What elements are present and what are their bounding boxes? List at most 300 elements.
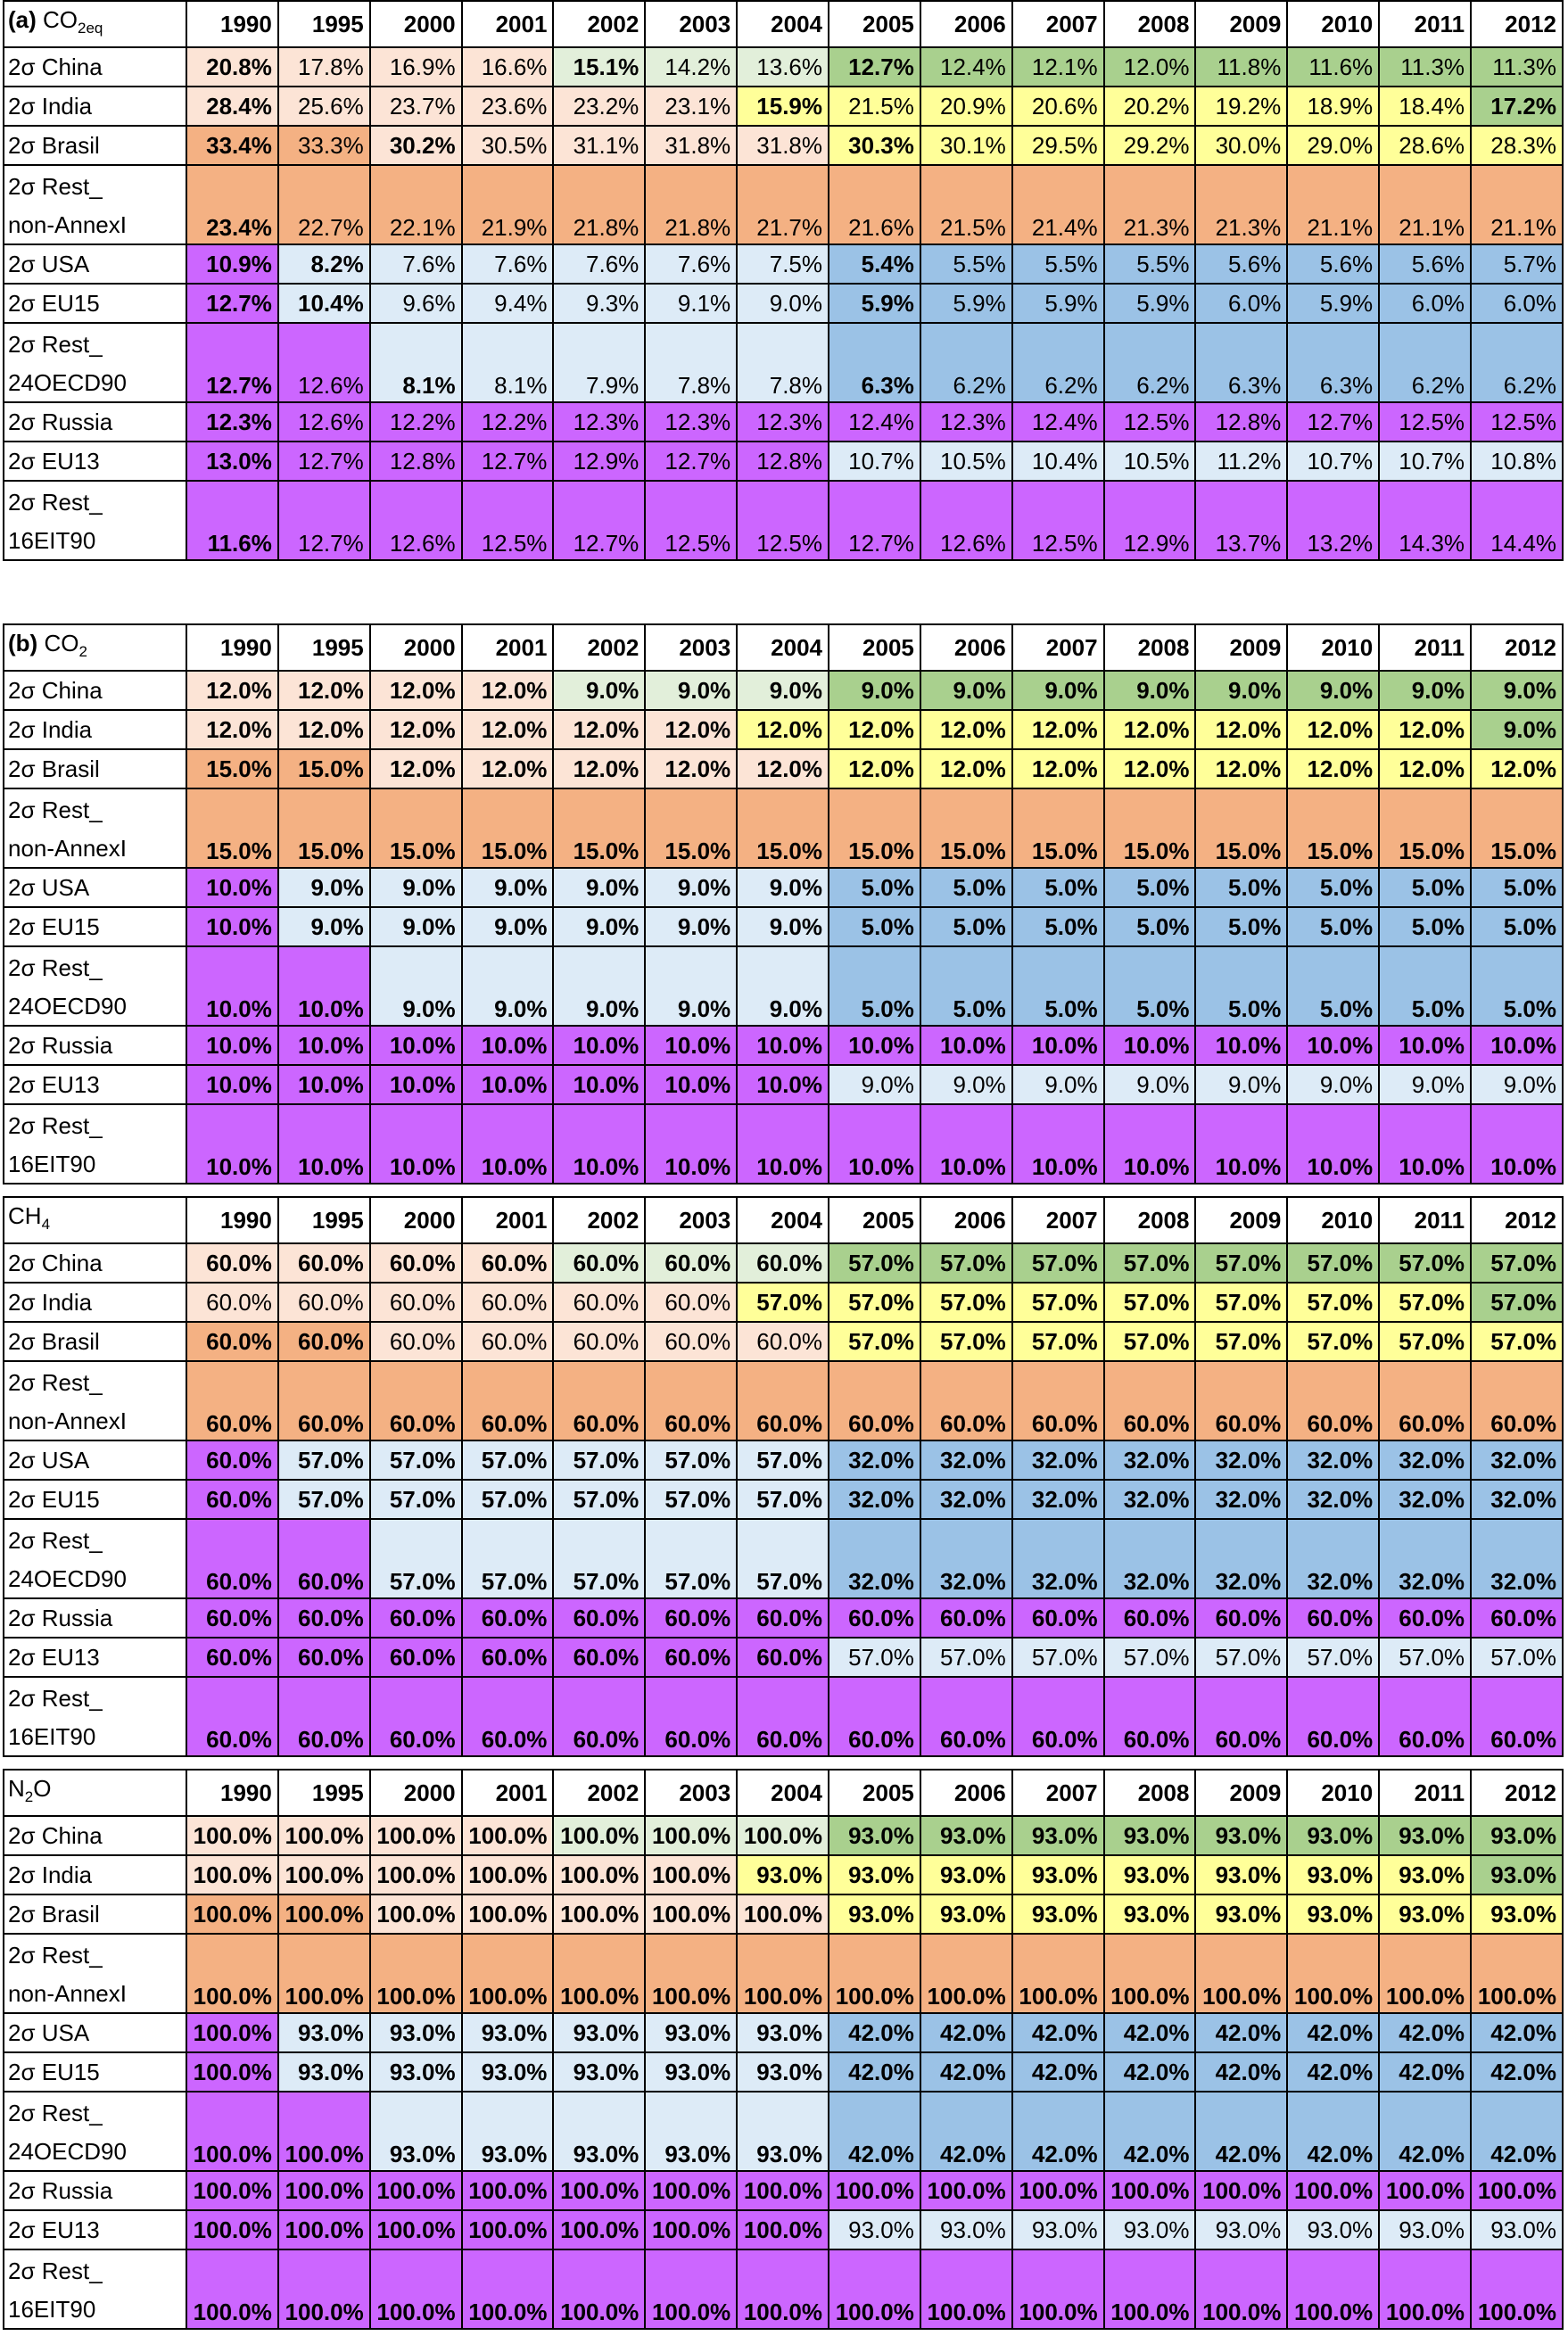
panel-label: (a): [8, 6, 37, 33]
value-cell: 100.0%: [462, 2171, 554, 2210]
header-row: [4, 624, 1563, 671]
value-cell: 21.3%: [1195, 165, 1287, 244]
value-cell: 60.0%: [1012, 1677, 1104, 1756]
value-cell: 7.6%: [370, 244, 462, 284]
value-cell: 23.4%: [186, 165, 278, 244]
value-cell: 12.0%: [1104, 47, 1196, 87]
value-cell: 12.0%: [1195, 710, 1287, 749]
year-header: 2011: [1379, 1, 1471, 47]
value-cell: 5.0%: [1379, 868, 1471, 907]
value-cell: 12.8%: [1195, 402, 1287, 442]
value-cell: 100.0%: [1104, 1934, 1196, 2013]
value-cell: 32.0%: [1012, 1440, 1104, 1480]
value-cell: 57.0%: [462, 1519, 554, 1598]
value-cell: 57.0%: [1012, 1283, 1104, 1322]
value-cell: 12.8%: [737, 442, 829, 481]
value-cell: 21.4%: [1012, 165, 1104, 244]
value-cell: 42.0%: [1104, 2013, 1196, 2052]
table-row: [4, 47, 1563, 87]
value-cell: 57.0%: [1287, 1638, 1379, 1677]
value-cell: 57.0%: [920, 1638, 1012, 1677]
value-cell: 57.0%: [278, 1480, 370, 1519]
value-cell: 5.0%: [920, 946, 1012, 1026]
value-cell: 93.0%: [1195, 2210, 1287, 2249]
year-header: 2007: [1012, 1, 1104, 47]
value-cell: 42.0%: [1287, 2092, 1379, 2171]
value-cell: 57.0%: [1471, 1638, 1563, 1677]
value-cell: 10.0%: [186, 868, 278, 907]
value-cell: 10.0%: [1379, 1026, 1471, 1065]
table-row: [4, 87, 1563, 126]
year-header: 2003: [645, 1, 737, 47]
row-label: [4, 788, 186, 868]
value-cell: 5.6%: [1195, 244, 1287, 284]
value-cell: 100.0%: [186, 1855, 278, 1894]
value-cell: 57.0%: [370, 1440, 462, 1480]
value-cell: 5.0%: [1104, 907, 1196, 946]
value-cell: 9.0%: [462, 946, 554, 1026]
year-header: 2011: [1379, 624, 1471, 671]
value-cell: 100.0%: [1471, 1934, 1563, 2013]
value-cell: 5.9%: [920, 284, 1012, 323]
value-cell: 42.0%: [1471, 2092, 1563, 2171]
value-cell: 42.0%: [1104, 2092, 1196, 2171]
value-cell: 12.7%: [829, 481, 920, 560]
value-cell: 93.0%: [737, 2052, 829, 2092]
value-cell: 30.3%: [829, 126, 920, 165]
value-cell: 29.0%: [1287, 126, 1379, 165]
value-cell: 5.0%: [1195, 868, 1287, 907]
year-header: 2012: [1471, 1197, 1563, 1243]
value-cell: 10.0%: [1379, 1104, 1471, 1184]
value-cell: 100.0%: [1104, 2171, 1196, 2210]
value-cell: 12.3%: [920, 402, 1012, 442]
value-cell: 17.8%: [278, 47, 370, 87]
table-row: [4, 1480, 1563, 1519]
value-cell: 10.0%: [1471, 1026, 1563, 1065]
value-cell: 93.0%: [737, 1855, 829, 1894]
year-header: 2003: [645, 1197, 737, 1243]
year-header: 2001: [462, 1, 554, 47]
value-cell: 100.0%: [278, 2171, 370, 2210]
value-cell: 32.0%: [920, 1440, 1012, 1480]
value-cell: 100.0%: [186, 2013, 278, 2052]
row-label-line2: non-AnnexI: [8, 835, 127, 863]
value-cell: 7.6%: [553, 244, 645, 284]
value-cell: 100.0%: [553, 2171, 645, 2210]
value-cell: 6.2%: [920, 323, 1012, 402]
value-cell: 12.3%: [645, 402, 737, 442]
value-cell: 93.0%: [1471, 2210, 1563, 2249]
row-label-line1: 2σ Rest_: [8, 173, 103, 201]
year-header: 2007: [1012, 1197, 1104, 1243]
value-cell: 57.0%: [645, 1480, 737, 1519]
value-cell: 29.2%: [1104, 126, 1196, 165]
value-cell: 60.0%: [186, 1361, 278, 1440]
value-cell: 100.0%: [1471, 2249, 1563, 2329]
year-header: 2010: [1287, 624, 1379, 671]
value-cell: 60.0%: [737, 1598, 829, 1638]
gas-label-suffix: O: [33, 1775, 52, 1802]
row-label-line2: 24OECD90: [8, 369, 127, 397]
value-cell: 100.0%: [278, 1855, 370, 1894]
value-cell: 60.0%: [645, 1598, 737, 1638]
row-label: 2σ EU15: [4, 2052, 186, 2092]
value-cell: 100.0%: [1012, 2249, 1104, 2329]
value-cell: 12.0%: [829, 710, 920, 749]
table-row: [4, 2092, 1563, 2171]
row-label: [4, 165, 186, 244]
value-cell: 60.0%: [278, 1598, 370, 1638]
year-header: 2003: [645, 1770, 737, 1816]
value-cell: 28.4%: [186, 87, 278, 126]
value-cell: 12.0%: [1012, 710, 1104, 749]
value-cell: 12.7%: [553, 481, 645, 560]
value-cell: 100.0%: [278, 1894, 370, 1934]
year-header: 2011: [1379, 1770, 1471, 1816]
value-cell: 10.0%: [737, 1026, 829, 1065]
value-cell: 10.0%: [829, 1026, 920, 1065]
value-cell: 60.0%: [186, 1480, 278, 1519]
value-cell: 12.0%: [1471, 749, 1563, 788]
row-label-line1: 2σ Rest_: [8, 1942, 103, 1969]
value-cell: 29.5%: [1012, 126, 1104, 165]
value-cell: 100.0%: [186, 1894, 278, 1934]
value-cell: 32.0%: [1195, 1480, 1287, 1519]
value-cell: 100.0%: [553, 1816, 645, 1855]
value-cell: 7.8%: [737, 323, 829, 402]
value-cell: 100.0%: [1104, 2249, 1196, 2329]
value-cell: 32.0%: [1471, 1480, 1563, 1519]
value-cell: 10.7%: [829, 442, 920, 481]
value-cell: 9.0%: [737, 907, 829, 946]
value-cell: 30.5%: [462, 126, 554, 165]
value-cell: 57.0%: [829, 1243, 920, 1283]
value-cell: 10.0%: [462, 1104, 554, 1184]
value-cell: 12.0%: [1287, 710, 1379, 749]
value-cell: 6.0%: [1379, 284, 1471, 323]
gas-subscript: 2eq: [78, 20, 103, 37]
value-cell: 100.0%: [737, 2249, 829, 2329]
value-cell: 60.0%: [553, 1243, 645, 1283]
row-label: 2σ EU13: [4, 442, 186, 481]
value-cell: 9.0%: [829, 1065, 920, 1104]
value-cell: 15.0%: [1471, 788, 1563, 868]
value-cell: 12.3%: [553, 402, 645, 442]
value-cell: 10.0%: [1104, 1104, 1196, 1184]
value-cell: 93.0%: [553, 2013, 645, 2052]
value-cell: 5.0%: [1471, 907, 1563, 946]
value-cell: 20.6%: [1012, 87, 1104, 126]
value-cell: 5.0%: [1195, 946, 1287, 1026]
value-cell: 6.0%: [1471, 284, 1563, 323]
value-cell: 33.4%: [186, 126, 278, 165]
value-cell: 9.0%: [370, 868, 462, 907]
value-cell: 42.0%: [1012, 2013, 1104, 2052]
value-cell: 100.0%: [186, 2092, 278, 2171]
value-cell: 15.0%: [645, 788, 737, 868]
value-cell: 21.1%: [1287, 165, 1379, 244]
value-cell: 60.0%: [278, 1283, 370, 1322]
value-cell: 60.0%: [553, 1598, 645, 1638]
value-cell: 25.6%: [278, 87, 370, 126]
value-cell: 12.0%: [1012, 749, 1104, 788]
value-cell: 93.0%: [1012, 1816, 1104, 1855]
value-cell: 20.8%: [186, 47, 278, 87]
value-cell: 42.0%: [920, 2052, 1012, 2092]
value-cell: 6.2%: [1379, 323, 1471, 402]
row-label: [4, 481, 186, 560]
gas-label: CO: [43, 6, 78, 33]
value-cell: 23.2%: [553, 87, 645, 126]
value-cell: 93.0%: [1379, 1894, 1471, 1934]
value-cell: 57.0%: [1379, 1638, 1471, 1677]
table-row: [4, 1934, 1563, 2013]
row-label: 2σ India: [4, 1283, 186, 1322]
value-cell: 60.0%: [1012, 1361, 1104, 1440]
year-header: 2011: [1379, 1197, 1471, 1243]
year-header: 2009: [1195, 624, 1287, 671]
table-row: [4, 1104, 1563, 1184]
value-cell: 9.0%: [553, 907, 645, 946]
value-cell: 15.9%: [737, 87, 829, 126]
value-cell: 12.1%: [1012, 47, 1104, 87]
value-cell: 60.0%: [462, 1322, 554, 1361]
value-cell: 60.0%: [462, 1283, 554, 1322]
year-header: 2006: [920, 1197, 1012, 1243]
table-row: [4, 788, 1563, 868]
value-cell: 100.0%: [553, 2249, 645, 2329]
value-cell: 7.5%: [737, 244, 829, 284]
value-cell: 10.0%: [186, 1026, 278, 1065]
value-cell: 9.0%: [553, 671, 645, 710]
value-cell: 57.0%: [1012, 1243, 1104, 1283]
year-header: 2006: [920, 624, 1012, 671]
value-cell: 12.4%: [1012, 402, 1104, 442]
value-cell: 21.5%: [920, 165, 1012, 244]
value-cell: 100.0%: [462, 1816, 554, 1855]
value-cell: 57.0%: [1104, 1283, 1196, 1322]
value-cell: 100.0%: [829, 2249, 920, 2329]
value-cell: 60.0%: [829, 1677, 920, 1756]
value-cell: 10.0%: [737, 1065, 829, 1104]
value-cell: 9.4%: [462, 284, 554, 323]
value-cell: 100.0%: [278, 1816, 370, 1855]
value-cell: 10.0%: [737, 1104, 829, 1184]
value-cell: 5.6%: [1379, 244, 1471, 284]
value-cell: 93.0%: [920, 1816, 1012, 1855]
value-cell: 12.6%: [278, 402, 370, 442]
value-cell: 12.0%: [1379, 749, 1471, 788]
value-cell: 21.5%: [829, 87, 920, 126]
value-cell: 100.0%: [553, 1894, 645, 1934]
gas-header-cell: [4, 1197, 186, 1243]
value-cell: 12.6%: [278, 323, 370, 402]
value-cell: 9.0%: [1379, 1065, 1471, 1104]
table-row: [4, 2171, 1563, 2210]
value-cell: 100.0%: [829, 2171, 920, 2210]
value-cell: 22.1%: [370, 165, 462, 244]
value-cell: 5.0%: [920, 907, 1012, 946]
row-label: [4, 1519, 186, 1598]
table-row: [4, 868, 1563, 907]
value-cell: 10.0%: [1471, 1104, 1563, 1184]
value-cell: 10.0%: [1287, 1104, 1379, 1184]
value-cell: 100.0%: [1379, 1934, 1471, 2013]
table-row: [4, 946, 1563, 1026]
value-cell: 100.0%: [1379, 2249, 1471, 2329]
row-label-line1: 2σ Rest_: [8, 2258, 103, 2285]
table-n2o: [3, 1769, 1564, 2330]
value-cell: 93.0%: [737, 2013, 829, 2052]
value-cell: 10.4%: [1012, 442, 1104, 481]
value-cell: 93.0%: [1012, 1894, 1104, 1934]
table-row: [4, 1440, 1563, 1480]
value-cell: 10.0%: [1195, 1026, 1287, 1065]
value-cell: 12.3%: [737, 402, 829, 442]
value-cell: 93.0%: [370, 2092, 462, 2171]
value-cell: 5.9%: [829, 284, 920, 323]
year-header: 1990: [186, 1197, 278, 1243]
year-header: 2012: [1471, 1770, 1563, 1816]
value-cell: 30.0%: [1195, 126, 1287, 165]
year-header: 2000: [370, 624, 462, 671]
value-cell: 57.0%: [1287, 1322, 1379, 1361]
value-cell: 12.0%: [920, 710, 1012, 749]
value-cell: 100.0%: [186, 2249, 278, 2329]
row-label: 2σ China: [4, 671, 186, 710]
value-cell: 12.7%: [462, 442, 554, 481]
value-cell: 100.0%: [186, 1934, 278, 2013]
row-label: 2σ Russia: [4, 1026, 186, 1065]
value-cell: 9.0%: [462, 907, 554, 946]
value-cell: 30.1%: [920, 126, 1012, 165]
value-cell: 100.0%: [737, 1894, 829, 1934]
value-cell: 32.0%: [1195, 1519, 1287, 1598]
value-cell: 57.0%: [553, 1440, 645, 1480]
year-header: 2005: [829, 1770, 920, 1816]
value-cell: 9.0%: [553, 946, 645, 1026]
value-cell: 12.7%: [1287, 402, 1379, 442]
value-cell: 12.9%: [1104, 481, 1196, 560]
value-cell: 60.0%: [645, 1243, 737, 1283]
value-cell: 32.0%: [829, 1440, 920, 1480]
value-cell: 31.8%: [645, 126, 737, 165]
value-cell: 100.0%: [1379, 2171, 1471, 2210]
value-cell: 60.0%: [1287, 1598, 1379, 1638]
value-cell: 93.0%: [1379, 1816, 1471, 1855]
row-label-line2: 24OECD90: [8, 993, 127, 1020]
value-cell: 42.0%: [920, 2013, 1012, 2052]
value-cell: 57.0%: [370, 1480, 462, 1519]
year-header: 2009: [1195, 1197, 1287, 1243]
year-header: 2004: [737, 624, 829, 671]
value-cell: 5.0%: [1012, 907, 1104, 946]
value-cell: 60.0%: [186, 1283, 278, 1322]
value-cell: 32.0%: [1379, 1519, 1471, 1598]
value-cell: 11.8%: [1195, 47, 1287, 87]
value-cell: 60.0%: [1104, 1361, 1196, 1440]
value-cell: 10.0%: [553, 1104, 645, 1184]
value-cell: 42.0%: [1012, 2092, 1104, 2171]
value-cell: 9.0%: [920, 671, 1012, 710]
value-cell: 60.0%: [462, 1638, 554, 1677]
table-row: [4, 1322, 1563, 1361]
value-cell: 57.0%: [920, 1243, 1012, 1283]
value-cell: 32.0%: [1287, 1480, 1379, 1519]
value-cell: 5.0%: [829, 907, 920, 946]
value-cell: 93.0%: [553, 2052, 645, 2092]
value-cell: 100.0%: [462, 1934, 554, 2013]
year-header: 1995: [278, 1770, 370, 1816]
value-cell: 12.3%: [186, 402, 278, 442]
year-header: 1990: [186, 624, 278, 671]
value-cell: 12.0%: [1104, 710, 1196, 749]
value-cell: 60.0%: [186, 1322, 278, 1361]
year-header: 2001: [462, 624, 554, 671]
value-cell: 93.0%: [370, 2013, 462, 2052]
value-cell: 42.0%: [1195, 2013, 1287, 2052]
value-cell: 12.0%: [462, 710, 554, 749]
value-cell: 60.0%: [186, 1440, 278, 1480]
value-cell: 42.0%: [1471, 2052, 1563, 2092]
value-cell: 10.0%: [370, 1104, 462, 1184]
value-cell: 100.0%: [1012, 1934, 1104, 2013]
value-cell: 60.0%: [645, 1638, 737, 1677]
value-cell: 57.0%: [737, 1283, 829, 1322]
value-cell: 60.0%: [462, 1243, 554, 1283]
year-header: 2002: [553, 1197, 645, 1243]
value-cell: 60.0%: [645, 1677, 737, 1756]
value-cell: 10.0%: [1287, 1026, 1379, 1065]
value-cell: 5.0%: [1195, 907, 1287, 946]
value-cell: 57.0%: [1195, 1638, 1287, 1677]
value-cell: 60.0%: [370, 1283, 462, 1322]
row-label-line1: 2σ Rest_: [8, 1527, 103, 1555]
value-cell: 32.0%: [1012, 1519, 1104, 1598]
year-header: 1995: [278, 1, 370, 47]
value-cell: 57.0%: [1195, 1322, 1287, 1361]
value-cell: 15.0%: [370, 788, 462, 868]
value-cell: 15.0%: [278, 788, 370, 868]
table-row: [4, 2013, 1563, 2052]
value-cell: 5.5%: [1104, 244, 1196, 284]
year-header: 2012: [1471, 1, 1563, 47]
row-label: 2σ Brasil: [4, 126, 186, 165]
table-row: [4, 671, 1563, 710]
value-cell: 10.8%: [1471, 442, 1563, 481]
gas-label: CH: [8, 1202, 42, 1229]
value-cell: 5.0%: [829, 946, 920, 1026]
value-cell: 32.0%: [1379, 1480, 1471, 1519]
value-cell: 93.0%: [1104, 1894, 1196, 1934]
value-cell: 93.0%: [278, 2013, 370, 2052]
value-cell: 57.0%: [737, 1480, 829, 1519]
value-cell: 100.0%: [737, 1816, 829, 1855]
value-cell: 12.7%: [186, 284, 278, 323]
value-cell: 6.0%: [1195, 284, 1287, 323]
value-cell: 9.0%: [645, 671, 737, 710]
value-cell: 5.0%: [1471, 868, 1563, 907]
value-cell: 10.4%: [278, 284, 370, 323]
value-cell: 57.0%: [462, 1480, 554, 1519]
value-cell: 12.5%: [1012, 481, 1104, 560]
value-cell: 57.0%: [1104, 1322, 1196, 1361]
value-cell: 60.0%: [1012, 1598, 1104, 1638]
row-label: 2σ India: [4, 1855, 186, 1894]
row-label: 2σ USA: [4, 868, 186, 907]
value-cell: 57.0%: [920, 1322, 1012, 1361]
